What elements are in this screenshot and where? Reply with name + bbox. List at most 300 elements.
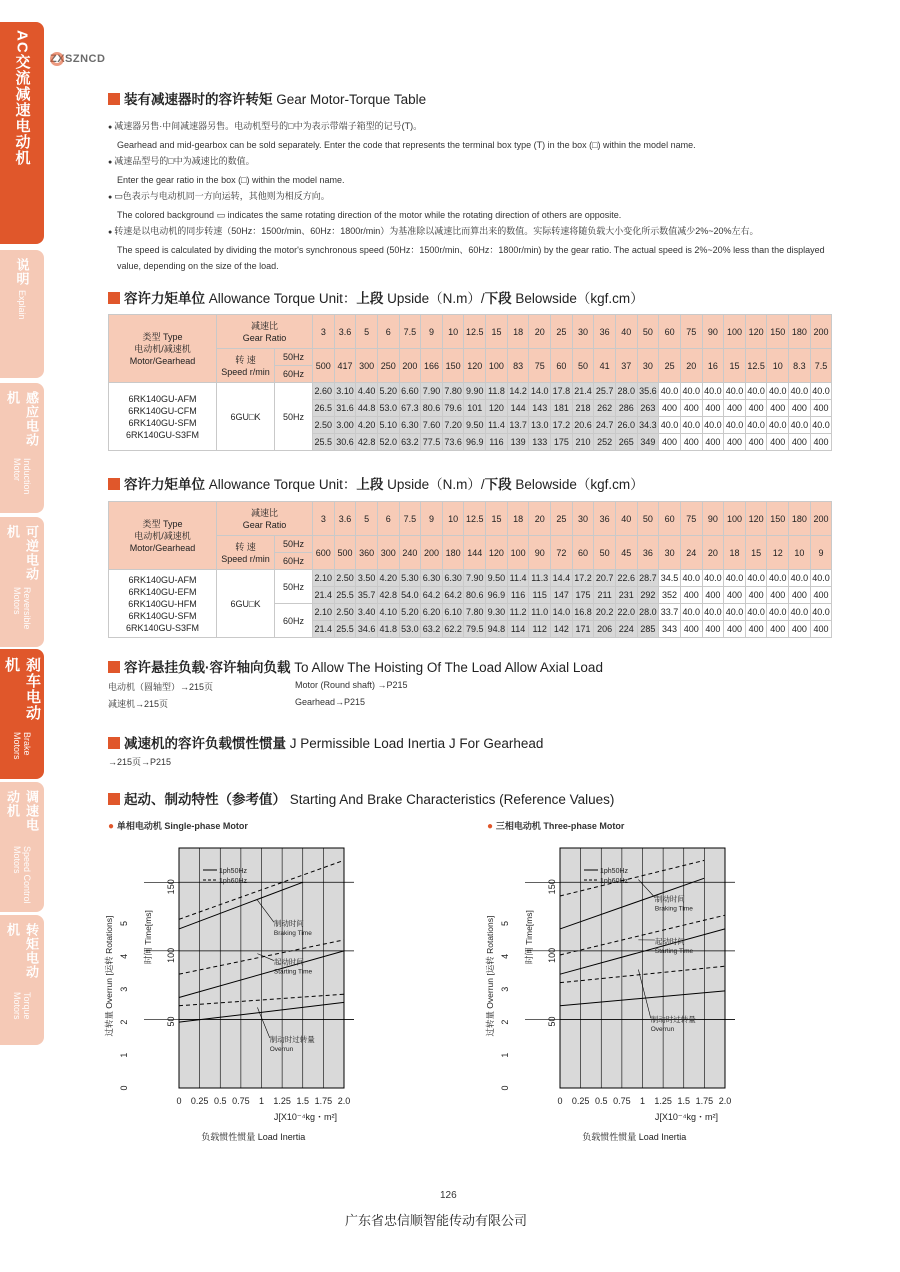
torque-value: 9.30 [486,604,508,621]
torque-value: 400 [724,434,746,451]
torque-value: 25.5 [334,587,356,604]
speed-header: 转 速 Speed r/min [217,536,275,570]
sidebar-tab-label: 调速电动机 [5,790,39,832]
ratio-value: 3 [313,315,335,349]
hz60-label: 60Hz [282,556,304,566]
torque-value: 40.0 [789,383,811,400]
torque-value: 4.10 [377,604,399,621]
torque-value: 143 [529,400,551,417]
torque-value: 40.0 [702,604,724,621]
tt-zh2: 上段 [356,477,384,492]
speed-value: 417 [334,349,356,383]
speed-value: 25 [659,349,681,383]
table2-title [108,473,644,493]
ratio-header: 减速比 Gear Ratio [217,502,313,536]
ratio-value: 150 [767,315,789,349]
torque-value: 21.4 [313,621,335,638]
torque-value: 17.2 [572,570,594,587]
speed-value: 10 [767,349,789,383]
torque-value: 349 [637,434,659,451]
torque-value: 7.80 [464,604,486,621]
torque-value: 40.0 [659,383,681,400]
torque-value: 400 [702,621,724,638]
hoisting-ref-zh-1: 电动机（圆轴型）→215页 [108,682,214,692]
hoisting-ref-en-1: Motor (Round shaft) →P215 [295,680,408,690]
speed-value: 7.5 [810,349,832,383]
ratio-value: 7.5 [399,502,421,536]
speed-value: 72 [551,536,573,570]
square-bullet-icon [108,478,120,490]
ratio-value: 18 [507,502,529,536]
torque-value: 9.90 [464,383,486,400]
torque-value: 2.50 [334,570,356,587]
torque-value: 53.0 [399,621,421,638]
ratio-value: 12.5 [464,502,486,536]
annotation-text: Overrun [269,1045,294,1053]
torque-value: 3.50 [356,570,378,587]
torque-value: 63.2 [399,434,421,451]
overrun-tick-label: 4 [500,953,510,959]
torque-value: 11.4 [486,417,508,434]
ratio-value: 6 [377,315,399,349]
torque-value: 285 [637,621,659,638]
torque-value: 40.0 [724,604,746,621]
hz50-label: 50Hz [275,536,312,553]
x-tick-label: 0 [176,1096,182,1106]
speed-value: 20 [680,349,702,383]
speed-value: 60 [572,536,594,570]
brand-logo [50,52,105,66]
chart1-title [108,819,248,832]
tt-zh1: 容许力矩单位 [124,477,205,492]
ratio-value: 9 [421,502,443,536]
sidebar-tab-sublabel: Torque Motors [12,991,32,1020]
torque-value: 7.90 [464,570,486,587]
square-bullet-icon [108,661,120,673]
speed-value: 50 [594,536,616,570]
speed-value: 10 [789,536,811,570]
model-names: 6RK140GU-AFM 6RK140GU-EFM 6RK140GU-HFM 6RK140GU-SFM 6RK140GU-S3FM [109,570,217,638]
torque-value: 52.0 [377,434,399,451]
torque-value: 4.20 [377,570,399,587]
torque-value: 94.8 [486,621,508,638]
y-axis-label-overrun: 过转量 Overrun [运转 Rotations] [104,915,114,1037]
torque-value: 20.7 [594,570,616,587]
gearhead-model: 6GU□K [217,570,275,638]
ratio-value: 120 [745,315,767,349]
ratio-value: 12.5 [464,315,486,349]
ratio-value: 18 [507,315,529,349]
torque-value: 21.4 [313,587,335,604]
hz50-label: 50Hz [275,349,312,366]
overrun-tick-label: 0 [500,1085,510,1091]
torque-value: 40.0 [680,417,702,434]
torque-value: 7.80 [442,383,464,400]
torque-value: 400 [810,587,832,604]
speed-value: 200 [421,536,443,570]
overrun-tick-label: 1 [500,1052,510,1058]
torque-value: 6.10 [442,604,464,621]
sidebar-tab-label: 刹车电动机 [3,657,41,721]
torque-value: 2.10 [313,604,335,621]
torque-value: 25.5 [313,434,335,451]
overrun-tick-label: 4 [119,953,129,959]
x-tick-label: 1.25 [273,1096,291,1106]
torque-value: 22.0 [615,604,637,621]
torque-value: 6.30 [421,570,443,587]
speed-value: 15 [745,536,767,570]
sidebar-tab-6[interactable] [0,915,44,1045]
freq-label: 60Hz [275,604,313,638]
torque-value: 400 [745,587,767,604]
torque-value: 40.0 [680,570,702,587]
speed-value: 120 [464,349,486,383]
torque-value: 40.0 [659,417,681,434]
torque-value: 263 [637,400,659,417]
torque-value: 77.5 [421,434,443,451]
tt-zh1: 容许力矩单位 [124,291,205,306]
ratio-value: 20 [529,315,551,349]
torque-value: 26.0 [615,417,637,434]
table-row [109,536,832,570]
sidebar-tab-4[interactable] [0,649,44,779]
torque-value: 40.0 [724,417,746,434]
square-bullet-icon [108,793,120,805]
sidebar-tab-label: 转矩电动机 [5,923,39,979]
torque-value: 400 [680,434,702,451]
hoisting-ref-en-2: Gearhead→P215 [295,697,366,707]
note-en: The colored background ▭ indicates the same rotating direction of the motor while the rotating direction of others are opposite. [117,209,622,220]
square-bullet-icon [108,737,120,749]
freq-label: 50Hz [275,570,313,604]
torque-value: 40.0 [702,383,724,400]
torque-value: 400 [789,587,811,604]
sidebar-tab-5[interactable] [0,782,44,912]
torque-value: 7.90 [421,383,443,400]
ratio-value: 20 [529,502,551,536]
torque-value: 6.30 [399,417,421,434]
chart2-title [487,819,624,832]
speed-value: 500 [334,536,356,570]
speed-value: 41 [594,349,616,383]
speed-value: 24 [680,536,702,570]
time-tick-label: 150 [166,879,176,895]
speed-value: 30 [659,536,681,570]
torque-value: 2.60 [313,383,335,400]
x-axis-label: 负载惯性惯量 Load Inertia [582,1132,687,1142]
x-tick-label: 2.0 [337,1096,351,1106]
section-title-inertia [108,732,543,752]
torque-value: 175 [551,434,573,451]
torque-value: 21.4 [572,383,594,400]
torque-value: 3.10 [334,383,356,400]
torque-value: 265 [615,434,637,451]
speed-value: 300 [377,536,399,570]
ratio-value: 3 [313,502,335,536]
title-en: Gear Motor-Torque Table [276,92,427,107]
speed-value: 45 [615,536,637,570]
note-zh: ● ▭色表示与电动机同一方向运转，其他则为相反方向。 [108,188,843,207]
torque-value: 400 [789,434,811,451]
torque-value: 28.0 [615,383,637,400]
ratio-value: 75 [680,502,702,536]
torque-value: 20.6 [572,417,594,434]
torque-value: 40.0 [767,417,789,434]
table-row [109,349,832,383]
ratio-value: 50 [637,502,659,536]
tt-zh3: 下段 [484,291,512,306]
chart-three-phase [481,838,741,1148]
ratio-value: 15 [486,502,508,536]
torque-value: 400 [810,434,832,451]
torque-value: 34.3 [637,417,659,434]
torque-value: 224 [615,621,637,638]
torque-value: 114 [507,621,529,638]
sidebar-tab-1[interactable] [0,250,44,378]
speed-value: 250 [377,349,399,383]
speed-header: 转 速 Speed r/min [217,349,275,383]
torque-value: 400 [702,587,724,604]
torque-value: 67.3 [399,400,421,417]
torque-value: 40.0 [745,570,767,587]
torque-value: 20.2 [594,604,616,621]
torque-value: 400 [659,400,681,417]
speed-value: 300 [356,349,378,383]
speed-value: 37 [615,349,637,383]
torque-value: 7.20 [442,417,464,434]
torque-table-1 [108,314,832,451]
torque-value: 286 [615,400,637,417]
ratio-value: 90 [702,502,724,536]
sidebar-tab-sublabel: Brake Motors [12,731,32,760]
torque-value: 133 [529,434,551,451]
torque-value: 25.5 [334,621,356,638]
torque-value: 11.4 [507,570,529,587]
torque-value: 40.0 [724,383,746,400]
y-axis-label-overrun: 过转量 Overrun [运转 Rotations] [485,915,495,1037]
x-tick-label: 1.5 [296,1096,310,1106]
ratio-value: 15 [486,315,508,349]
annotation-text: Starting Time [273,968,313,976]
time-tick-label: 150 [547,879,557,895]
torque-value: 34.5 [659,570,681,587]
ratio-value: 3.6 [334,315,356,349]
torque-value: 53.0 [377,400,399,417]
torque-value: 40.0 [767,570,789,587]
time-tick-label: 50 [166,1016,176,1027]
table1-title [108,287,644,307]
torque-value: 9.50 [486,570,508,587]
torque-value: 40.0 [702,417,724,434]
torque-value: 64.2 [442,587,464,604]
torque-value: 116 [507,587,529,604]
torque-value: 11.2 [507,604,529,621]
speed-value: 180 [442,536,464,570]
time-tick-label: 50 [547,1016,557,1027]
tt-en3: Belowside（kgf.cm） [511,477,644,492]
x-tick-label: 1.25 [654,1096,672,1106]
ratio-value: 6 [377,502,399,536]
table-row [109,315,832,349]
torque-value: 54.0 [399,587,421,604]
torque-value: 400 [659,434,681,451]
overrun-tick-label: 3 [119,986,129,992]
torque-value: 35.7 [356,587,378,604]
torque-value: 352 [659,587,681,604]
torque-value: 80.6 [421,400,443,417]
torque-value: 142 [551,621,573,638]
torque-value: 28.7 [637,570,659,587]
ratio-value: 10 [442,315,464,349]
torque-value: 139 [507,434,529,451]
speed-value: 360 [356,536,378,570]
torque-value: 400 [702,434,724,451]
ratio-value: 3.6 [334,502,356,536]
torque-table-2 [108,501,832,638]
speed-value: 16 [702,349,724,383]
torque-value: 400 [767,587,789,604]
torque-value: 218 [572,400,594,417]
title-en: J Permissible Load Inertia J For Gearhead [289,736,544,751]
speed-value: 166 [421,349,443,383]
overrun-tick-label: 1 [119,1052,129,1058]
ratio-value: 120 [745,502,767,536]
table-row [109,383,832,400]
torque-value: 40.0 [810,417,832,434]
overrun-tick-label: 2 [500,1019,510,1025]
annotation-text: 起动时间 [654,937,685,946]
torque-value: 14.0 [529,383,551,400]
torque-value: 400 [767,621,789,638]
torque-value: 28.0 [637,604,659,621]
time-tick-label: 100 [547,947,557,963]
torque-value: 40.0 [680,604,702,621]
ratio-header: 减速比 Gear Ratio [217,315,313,349]
torque-value: 2.50 [313,417,335,434]
ratio-value: 150 [767,502,789,536]
title-zh: 减速机的容许负载惯性惯量 [124,736,286,751]
torque-value: 41.8 [377,621,399,638]
type-header: 类型 Type 电动机/减速机 Motor/Gearhead [109,315,217,383]
torque-value: 40.0 [789,417,811,434]
speed-value: 240 [399,536,421,570]
annotation-text: 制动时间 [273,919,304,929]
sidebar-tab-3[interactable] [0,517,44,647]
title-zh: 容许悬挂负载·容许轴向负载 [124,660,291,675]
gear-icon [50,52,64,66]
speed-value: 20 [702,536,724,570]
speed-value: 150 [442,349,464,383]
sidebar-tab-2[interactable] [0,383,44,513]
sidebar-tab-sublabel: Explain [17,290,27,320]
tt-en1: Allowance Torque Unit： [208,477,357,492]
bullet-icon: ● [108,821,117,832]
torque-value: 400 [789,621,811,638]
speed-value: 120 [486,536,508,570]
sidebar-tab-0[interactable] [0,22,44,244]
torque-value: 9.50 [464,417,486,434]
torque-value: 40.0 [810,383,832,400]
note-zh: ● 减速器另售·中间减速器另售。电动机型号的□中为表示带端子箱型的记号(T)。 [108,118,843,137]
freq-label: 50Hz [275,383,313,451]
brand-text: ZXSZNCD [50,52,106,65]
torque-value: 44.8 [356,400,378,417]
torque-value: 25.7 [594,383,616,400]
torque-value: 400 [680,587,702,604]
model-names: 6RK140GU-AFM 6RK140GU-CFM 6RK140GU-SFM 6RK140GU-S3FM [109,383,217,451]
torque-value: 112 [529,621,551,638]
torque-value: 252 [594,434,616,451]
torque-value: 96.9 [486,587,508,604]
torque-value: 400 [810,621,832,638]
torque-value: 40.0 [745,604,767,621]
torque-value: 206 [594,621,616,638]
speed-value: 8.3 [789,349,811,383]
speed-value: 18 [724,536,746,570]
ratio-value: 25 [551,315,573,349]
torque-value: 400 [724,400,746,417]
annotation-text: Starting Time [654,948,694,955]
torque-value: 63.2 [421,621,443,638]
speed-value: 144 [464,536,486,570]
torque-value: 3.40 [356,604,378,621]
speed-value: 90 [529,536,551,570]
x-tick-label: 1.75 [314,1096,333,1106]
sidebar-tab-sublabel: Induction Motor [12,457,32,495]
torque-value: 14.0 [551,604,573,621]
x-tick-label: 1 [639,1096,646,1106]
torque-value: 73.6 [442,434,464,451]
torque-value: 181 [551,400,573,417]
ratio-value: 200 [810,315,832,349]
annotation-text: 制动时间 [654,894,685,904]
torque-value: 40.0 [810,570,832,587]
speed-value: 100 [486,349,508,383]
time-tick-label: 100 [166,947,176,963]
torque-value: 42.8 [356,434,378,451]
torque-value: 24.7 [594,417,616,434]
torque-value: 96.9 [464,434,486,451]
torque-value: 5.20 [377,383,399,400]
title-zh: 装有减速器时的容许转矩 [124,92,273,107]
x-tick-label: 1.5 [677,1096,691,1106]
table-row [109,570,832,587]
torque-value: 5.30 [399,570,421,587]
torque-value: 210 [572,434,594,451]
ratio-value: 40 [615,315,637,349]
torque-value: 5.20 [399,604,421,621]
ratio-value: 75 [680,315,702,349]
tt-en2: Upside（N.m）/ [383,477,485,492]
overrun-tick-label: 0 [119,1085,129,1091]
annotation-text: 制动时过转量 [650,1015,696,1025]
title-en: To Allow The Hoisting Of The Load Allow Axial Load [294,660,603,675]
ratio-value: 10 [442,502,464,536]
bullet-icon: ● [487,821,496,832]
chart2-title-text: 三相电动机 Three-phase Motor [495,821,625,831]
x-tick-label: 1.75 [695,1096,714,1106]
annotation-text: Braking Time [654,905,693,913]
torque-value: 400 [767,400,789,417]
x-tick-label: 0.25 [571,1096,590,1106]
torque-value: 40.0 [767,383,789,400]
torque-value: 144 [507,400,529,417]
torque-value: 343 [659,621,681,638]
torque-value: 22.6 [615,570,637,587]
torque-value: 3.00 [334,417,356,434]
torque-value: 6.30 [442,570,464,587]
torque-value: 40.0 [789,570,811,587]
